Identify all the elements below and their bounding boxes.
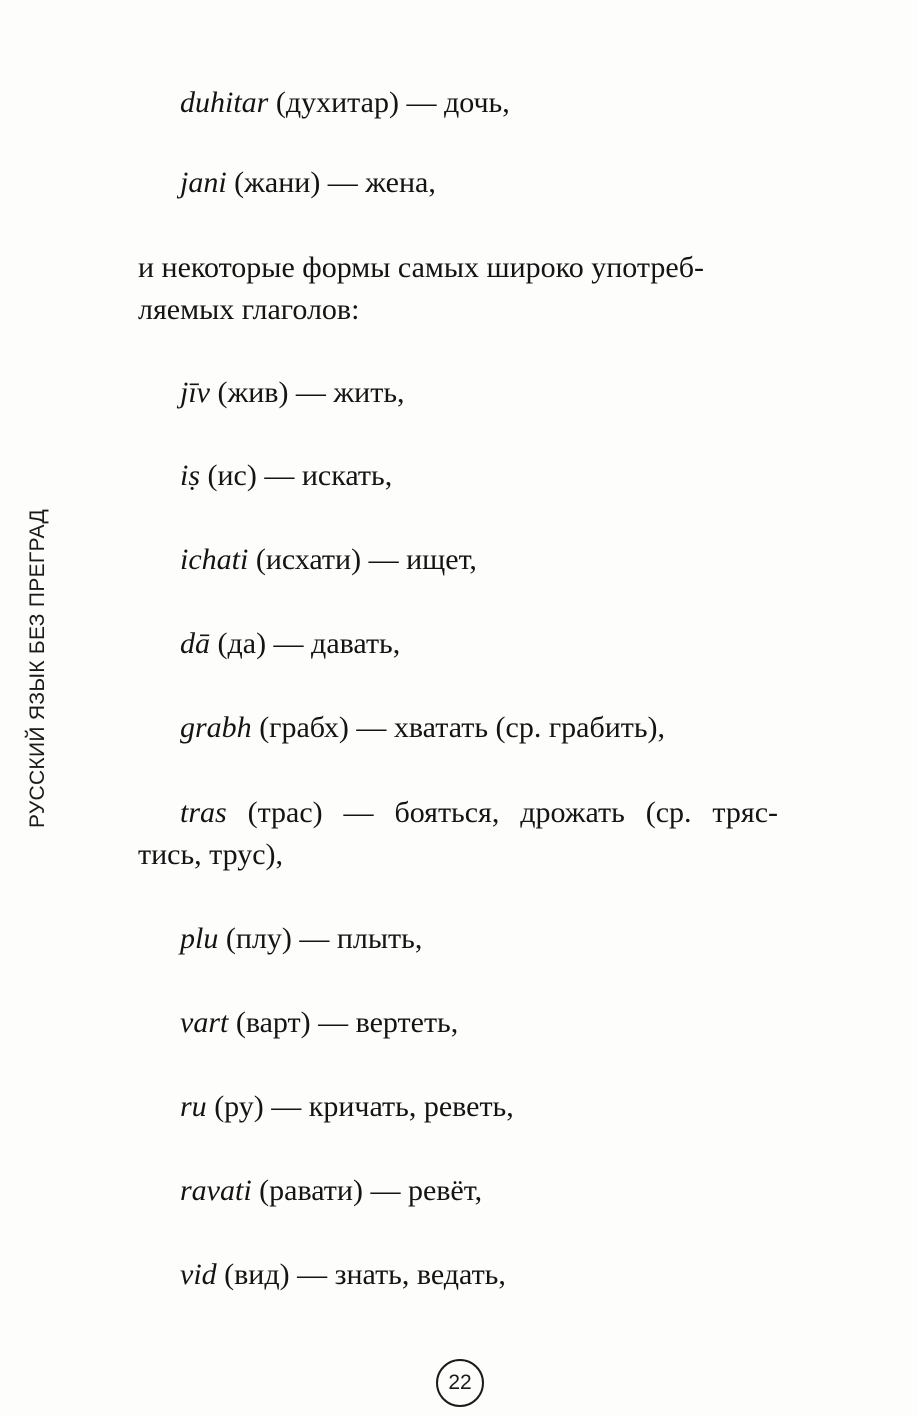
entry-vid <box>180 1258 506 1292</box>
entry-duhitar <box>180 86 510 120</box>
entry-is <box>180 459 392 493</box>
entry-vart <box>180 1006 458 1040</box>
sanskrit-term: iṣ <box>180 459 201 492</box>
sanskrit-term: ichati <box>180 543 249 576</box>
entry-da <box>180 627 400 661</box>
entry-translation: (плу) — плыть, <box>218 922 423 955</box>
sanskrit-term: ru <box>180 1090 207 1123</box>
paragraph-line: тись, трус), <box>138 838 284 871</box>
entry-ichati <box>180 543 477 577</box>
sanskrit-term: ravati <box>180 1174 252 1207</box>
entry-tras <box>138 792 778 876</box>
paragraph-line: ляемых глаголов: <box>138 293 360 326</box>
sanskrit-term: duhitar <box>180 86 269 119</box>
paragraph-line <box>138 792 778 834</box>
sanskrit-term: vart <box>180 1006 229 1039</box>
sanskrit-term: jani <box>180 166 227 199</box>
entry-translation: (жани) — жена, <box>226 166 436 199</box>
entry-translation: (исхати) — ищет, <box>248 543 477 576</box>
entry-translation: (ис) — искать, <box>200 459 393 492</box>
sanskrit-term: grabh <box>180 711 252 744</box>
entry-ru <box>180 1090 514 1124</box>
entry-translation: (жив) — жить, <box>210 376 405 409</box>
paragraph-line: и некоторые формы самых широко употреб- <box>138 251 704 284</box>
sanskrit-term: dā <box>180 627 210 660</box>
entry-plu <box>180 922 422 956</box>
spine-title: РУССКИЙ ЯЗЫК БЕЗ ПРЕГРАД <box>26 508 49 828</box>
entry-jiv <box>180 376 405 410</box>
entry-translation: (духитар) — дочь, <box>268 86 510 119</box>
entry-translation: (равати) — ревёт, <box>251 1174 483 1207</box>
entry-translation: (трас) — бояться, дрожать (ср. тряс- <box>226 796 778 829</box>
entry-jani <box>180 166 436 200</box>
sanskrit-term: plu <box>180 922 219 955</box>
entry-translation: (варт) — вертеть, <box>228 1006 459 1039</box>
sanskrit-term: jīv <box>180 376 210 409</box>
sanskrit-term: tras <box>180 796 227 829</box>
entry-translation: (грабх) — хватать (ср. грабить), <box>251 711 666 744</box>
sanskrit-term: vid <box>180 1258 217 1291</box>
entry-translation: (да) — давать, <box>210 627 401 660</box>
entry-grabh <box>180 711 665 745</box>
entry-ravati <box>180 1174 482 1208</box>
page-number: 22 <box>436 1359 484 1407</box>
entry-translation: (вид) — знать, ведать, <box>216 1258 506 1291</box>
entry-translation: (ру) — кричать, реветь, <box>206 1090 514 1123</box>
intro-paragraph <box>138 247 778 331</box>
